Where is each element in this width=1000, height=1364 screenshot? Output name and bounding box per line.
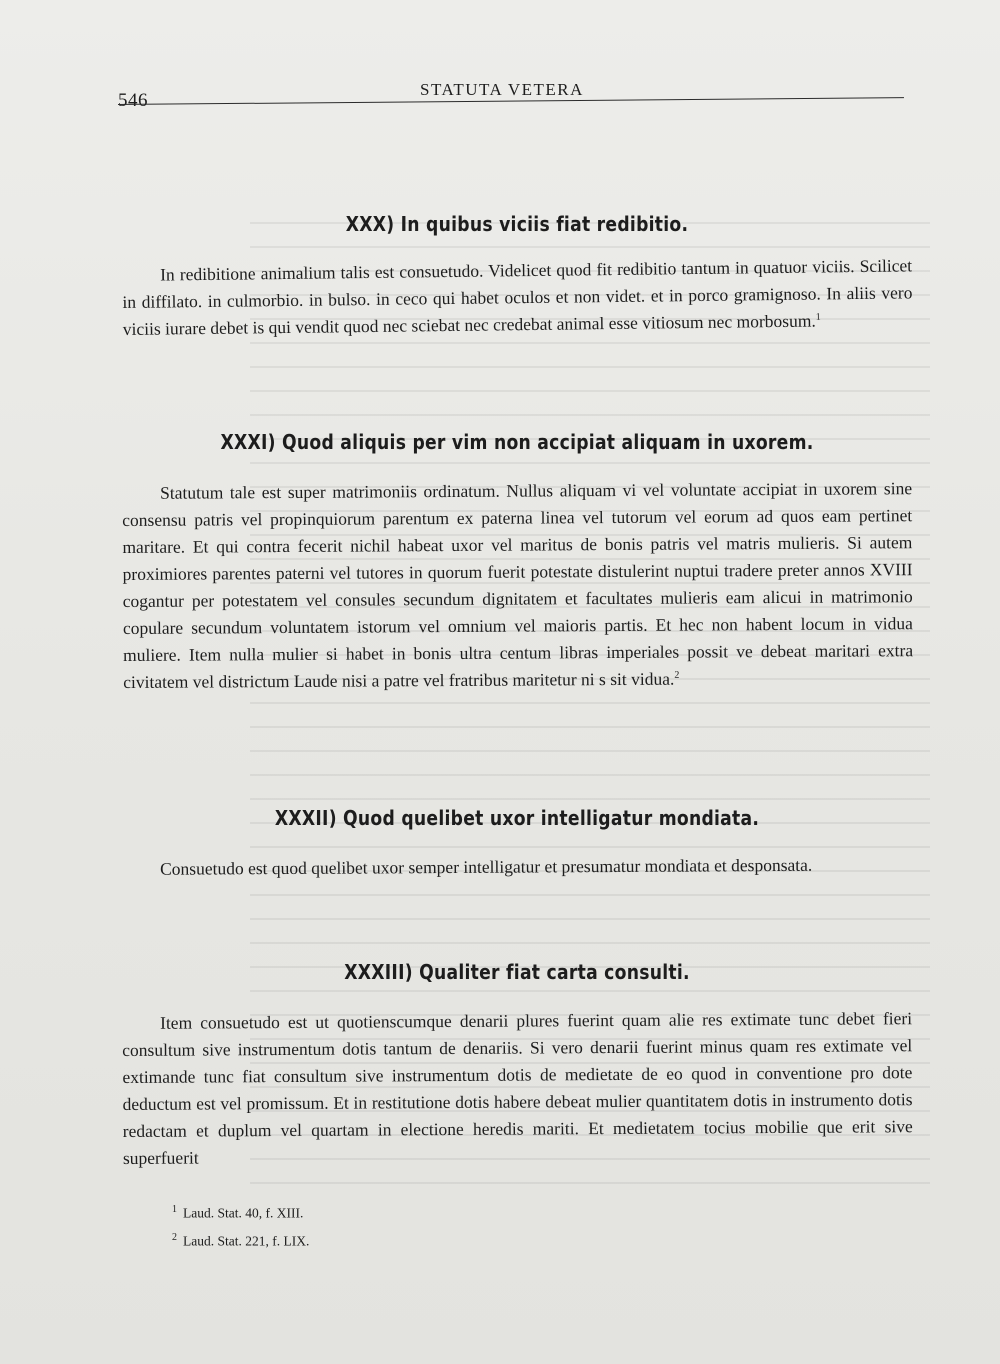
footnote (172, 1198, 309, 1226)
section-body: Item consuetudo est ut quotienscumque denarii plures fuerint quam alie res extimate tunc debet fieri consultum sive instrumentum dotis tantum de denariis. Si vero denarii fuerint minus quam res extimate vel extimande tunc fiat consultum sive instrumentum dotis de medietate de eo quod in conventione pro dote deductum est vel promissum. Et in restitutione dotis habere debeat mulier quantitatem dotis in instrumento dotis redactam et duplum vel quartam in electione heredis mariti. Et medietatem tocius mobilie que erit sive superfuerit (122, 1008, 913, 1168)
section-heading: XXX) In quibus viciis fiat redibitio. (345, 212, 689, 236)
section-body (122, 252, 913, 343)
section-body (122, 475, 913, 696)
page-number: 546 (118, 90, 148, 111)
footnote-text: Laud. Stat. 221, f. LIX. (183, 1233, 310, 1248)
section-heading: XXXIII) Qualiter fiat carta consulti. (344, 960, 690, 984)
section-xxx (122, 212, 912, 343)
section-body: Consuetudo est quod quelibet uxor semper intelligatur et presumatur mondiata et desponsata. (160, 854, 813, 879)
section-xxxi (122, 430, 912, 696)
running-title: STATUTA VETERA (420, 80, 584, 99)
section-xxxii (122, 806, 912, 883)
footnote-ref: 2 (674, 669, 680, 681)
section-heading: XXXII) Quod quelibet uxor intelligatur mondiata. (274, 806, 760, 830)
footnote-mark: 1 (172, 1204, 177, 1215)
footnote-ref: 1 (815, 311, 821, 323)
footnotes (172, 1198, 309, 1253)
section-text: Statutum tale est super matrimoniis ordinatum. Nullus aliquam vi vel voluntate accipiat in uxorem sine consensu patris vel propinquiorum parentum ex paterna linea vel tutorum vel eorum ad quos eam pertinet maritare. Et qui contra fecerit nichil habeat uxor vel maritus de bonis patris vel matris mulieris. Si autem proximiores parentes paterni vel tutores in quorum fuerit potestate distulerint nuptui tradere preter annos XVIII cogantur per potestatem vel consules secundum dignitatem et facultates mulieris eam alicui in matrimonio copulare secundum voluntatem istorum vel omnium vel maioris partis. Et hec non habent locum in vidua muliere. Item nulla mulier si habet in bonis ultra centum libras imperiales possit ve debeat maritari extra civitatem vel districtum Laude nisi a patre vel fratribus maritetur ni s sit vidua. (122, 478, 914, 692)
section-text: In redibitione animalium talis est consuetudo. Videlicet quod fit redibitio tantum in quatuor viciis. Scilicet in diffilato. in culmorbio. in bulso. in ceco qui habet oculos et non videt. et in porco gramignoso. In aliis vero viciis iurare debet is qui vendit quod nec sciebat nec credebat animal esse vitiosum nec morbosum. (122, 255, 913, 339)
footnote-text: Laud. Stat. 40, f. XIII. (183, 1205, 304, 1221)
footnote (172, 1226, 309, 1254)
section-heading: XXXI) Quod aliquis per vim non accipiat aliquam in uxorem. (220, 430, 814, 454)
footnote-mark: 2 (172, 1231, 177, 1243)
section-xxxiii (122, 960, 912, 1172)
